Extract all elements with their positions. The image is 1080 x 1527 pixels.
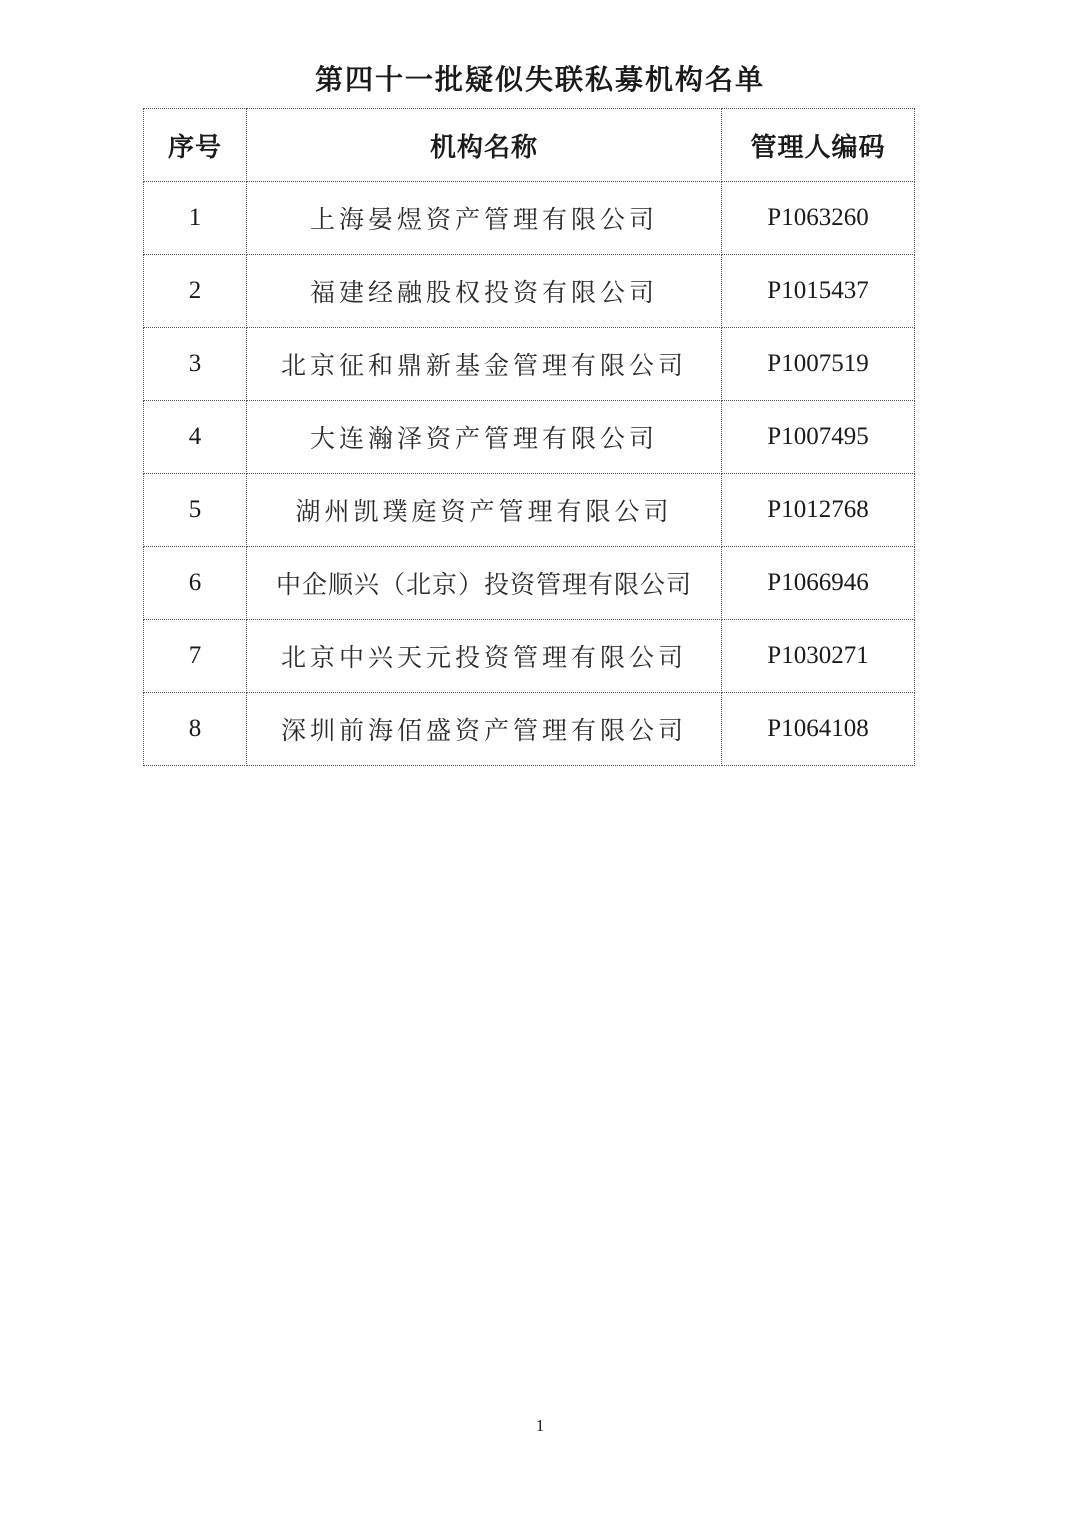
page-number: 1 xyxy=(535,1416,545,1435)
row-manager-code: P1066946 xyxy=(722,547,915,620)
header-manager-code: 管理人编码 xyxy=(722,109,915,182)
row-index: 1 xyxy=(144,182,247,255)
row-index: 4 xyxy=(144,401,247,474)
row-index: 8 xyxy=(144,693,247,766)
row-institution-name: 上海晏煜资产管理有限公司 xyxy=(247,182,722,255)
row-institution-name: 福建经融股权投资有限公司 xyxy=(247,255,722,328)
header-index: 序号 xyxy=(144,109,247,182)
table-row xyxy=(144,182,915,255)
row-index: 7 xyxy=(144,620,247,693)
table-row xyxy=(144,620,915,693)
row-manager-code: P1063260 xyxy=(722,182,915,255)
table-header-row xyxy=(144,109,915,182)
row-institution-name: 中企顺兴（北京）投资管理有限公司 xyxy=(247,547,722,620)
row-manager-code: P1030271 xyxy=(722,620,915,693)
table-row xyxy=(144,328,915,401)
row-manager-code: P1007495 xyxy=(722,401,915,474)
document-title: 第四十一批疑似失联私募机构名单 xyxy=(314,63,765,96)
row-index: 5 xyxy=(144,474,247,547)
row-index: 2 xyxy=(144,255,247,328)
row-institution-name: 大连瀚泽资产管理有限公司 xyxy=(247,401,722,474)
row-institution-name: 深圳前海佰盛资产管理有限公司 xyxy=(247,693,722,766)
row-manager-code: P1064108 xyxy=(722,693,915,766)
table-row xyxy=(144,693,915,766)
institution-table xyxy=(143,108,915,766)
row-manager-code: P1007519 xyxy=(722,328,915,401)
table-row xyxy=(144,255,915,328)
table-row xyxy=(144,401,915,474)
row-manager-code: P1015437 xyxy=(722,255,915,328)
row-institution-name: 北京中兴天元投资管理有限公司 xyxy=(247,620,722,693)
row-institution-name: 湖州凯璞庭资产管理有限公司 xyxy=(247,474,722,547)
table-row xyxy=(144,474,915,547)
header-institution-name: 机构名称 xyxy=(247,109,722,182)
row-index: 3 xyxy=(144,328,247,401)
row-index: 6 xyxy=(144,547,247,620)
row-institution-name: 北京征和鼎新基金管理有限公司 xyxy=(247,328,722,401)
row-manager-code: P1012768 xyxy=(722,474,915,547)
table-row xyxy=(144,547,915,620)
